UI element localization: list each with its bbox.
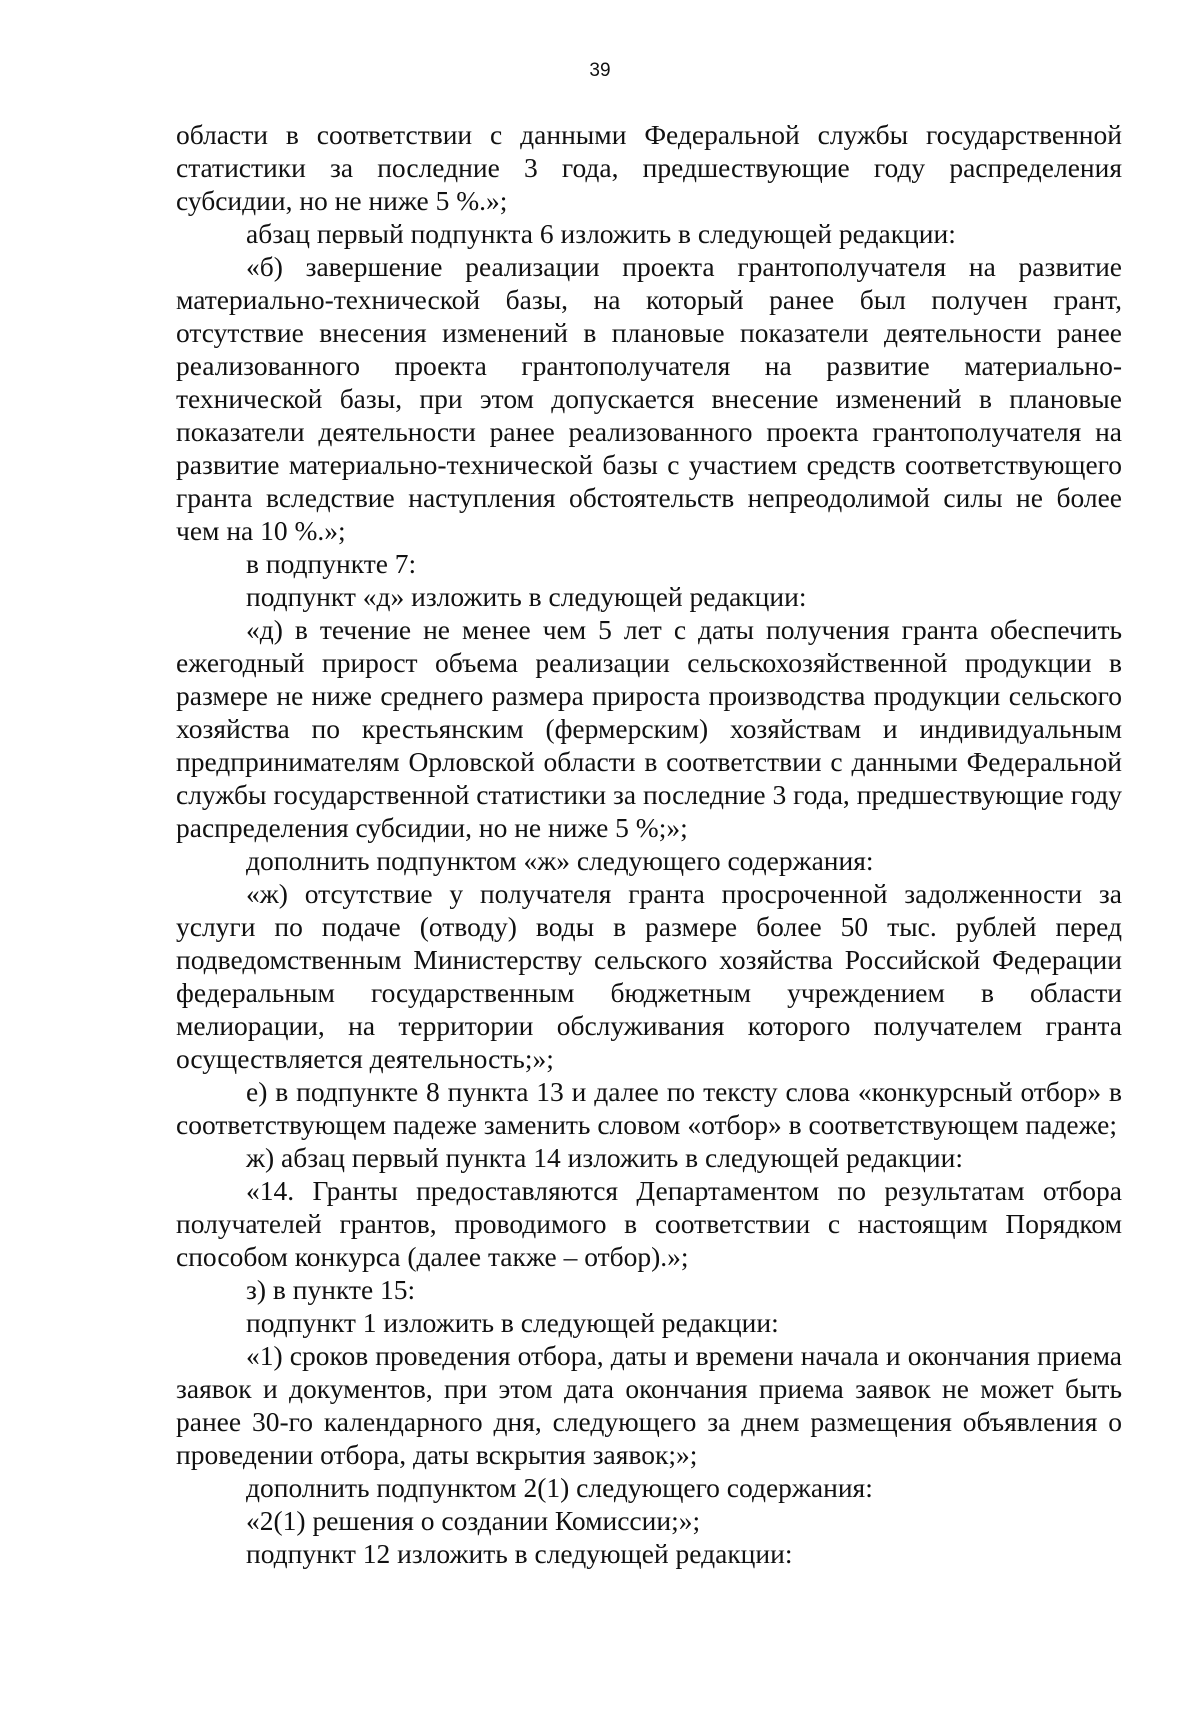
paragraph: подпункт 1 изложить в следующей редакции: [246, 1307, 779, 1338]
paragraph: «ж) отсутствие у получателя гранта просроченной задолженности за услуги по подаче (отводу) воды в размере более 50 тыс. рублей перед подведомственным Министерству сельского хозяйства Российской Федерации федеральным государственным бюджетным учреждением в области мелиорации, на территории обслуживания которого получателем гранта осуществляется деятельность;»; [176, 878, 1122, 1074]
paragraph: дополнить подпунктом «ж» следующего содержания: [246, 845, 874, 876]
paragraph: ж) абзац первый пункта 14 изложить в следующей редакции: [246, 1142, 963, 1173]
paragraph: «б) завершение реализации проекта грантополучателя на развитие материально-технической базы, на который ранее был получен грант, отсутствие внесения изменений в плановые показатели деятельности ранее реализованного проекта грантополучателя на развитие материально-технической базы, при этом допускается внесение изменений в плановые показатели деятельности ранее реализованного проекта грантополучателя на развитие материально-технической базы с участием средств соответствующего гранта вследствие наступления обстоятельств непреодолимой силы не более чем на 10 %.»; [176, 251, 1122, 546]
paragraph: «2(1) решения о создании Комиссии;»; [246, 1505, 701, 1536]
paragraph: «1) сроков проведения отбора, даты и времени начала и окончания приема заявок и документов, при этом дата окончания приема заявок не может быть ранее 30-го календарного дня, следующего за днем размещения объявления о проведении отбора, даты вскрытия заявок;»; [176, 1340, 1122, 1470]
paragraph: подпункт «д» изложить в следующей редакции: [246, 581, 807, 612]
paragraph: дополнить подпунктом 2(1) следующего содержания: [246, 1472, 873, 1503]
document-body [176, 118, 1122, 1570]
paragraph: в подпункте 7: [246, 548, 417, 579]
paragraph: области в соответствии с данными Федеральной службы государственной статистики за последние 3 года, предшествующие году распределения субсидии, но не ниже 5 %.»; [176, 119, 1122, 216]
paragraph: з) в пункте 15: [246, 1274, 416, 1305]
paragraph: е) в подпункте 8 пункта 13 и далее по тексту слова «конкурсный отбор» в соответствующем падеже заменить словом «отбор» в соответствующем падеже; [176, 1076, 1122, 1140]
paragraph: «д) в течение не менее чем 5 лет с даты получения гранта обеспечить ежегодный прирост объема реализации сельскохозяйственной продукции в размере не ниже среднего размера прироста производства продукции сельского хозяйства по крестьянским (фермерским) хозяйствам и индивидуальным предпринимателям Орловской области в соответствии с данными Федеральной службы государственной статистики за последние 3 года, предшествующие году распределения субсидии, но не ниже 5 %;»; [176, 614, 1122, 843]
paragraph: «14. Гранты предоставляются Департаментом по результатам отбора получателей грантов, проводимого в соответствии с настоящим Порядком способом конкурса (далее также – отбор).»; [176, 1175, 1122, 1272]
paragraph: абзац первый подпункта 6 изложить в следующей редакции: [246, 218, 956, 249]
page-number: 39 [589, 60, 611, 81]
paragraph: подпункт 12 изложить в следующей редакции: [246, 1538, 793, 1569]
